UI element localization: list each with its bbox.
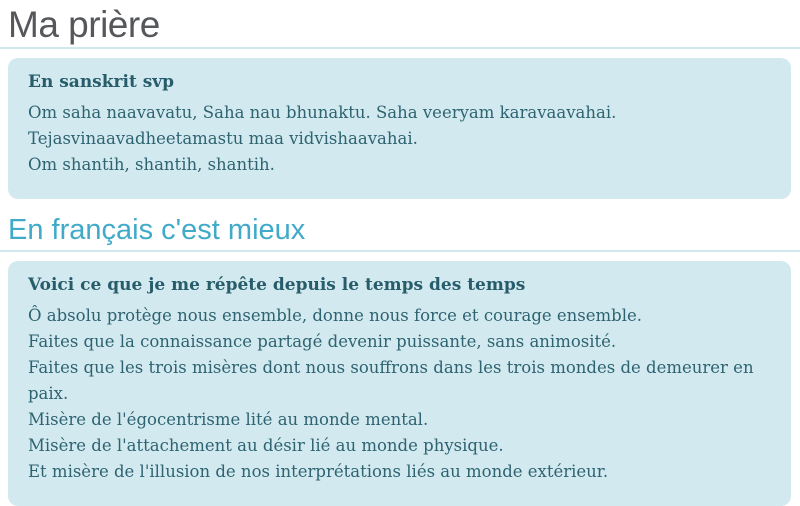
french-line: Et misère de l'illusion de nos interprétations liés au monde extérieur. bbox=[28, 462, 609, 481]
sanskrit-box bbox=[8, 58, 791, 199]
french-line: Faites que la connaissance partagé devenir puissante, sans animosité. bbox=[28, 332, 617, 351]
title-divider bbox=[0, 47, 800, 49]
french-line: Ô absolu protège nous ensemble, donne nous force et courage ensemble. bbox=[28, 306, 643, 325]
sanskrit-box-heading: En sanskrit svp bbox=[28, 72, 175, 92]
section-divider bbox=[0, 250, 800, 252]
sanskrit-line: Om shantih, shantih, shantih. bbox=[28, 155, 275, 174]
section-title-french: En français c'est mieux bbox=[8, 214, 306, 246]
french-line: Misère de l'égocentrisme lité au monde mental. bbox=[28, 410, 429, 429]
sanskrit-line: Om saha naavavatu, Saha nau bhunaktu. Saha veeryam karavaavahai. Tejasvinaavadheetamastu maa vidvishaavahai. bbox=[28, 103, 617, 148]
french-box bbox=[8, 261, 791, 506]
french-line: Misère de l'attachement au désir lié au monde physique. bbox=[28, 436, 504, 455]
french-line: Faites que les trois misères dont nous souffrons dans les trois mondes de demeurer en paix. bbox=[28, 358, 754, 403]
page-title: Ma prière bbox=[8, 4, 160, 45]
french-box-heading: Voici ce que je me répête depuis le temps des temps bbox=[28, 275, 526, 295]
